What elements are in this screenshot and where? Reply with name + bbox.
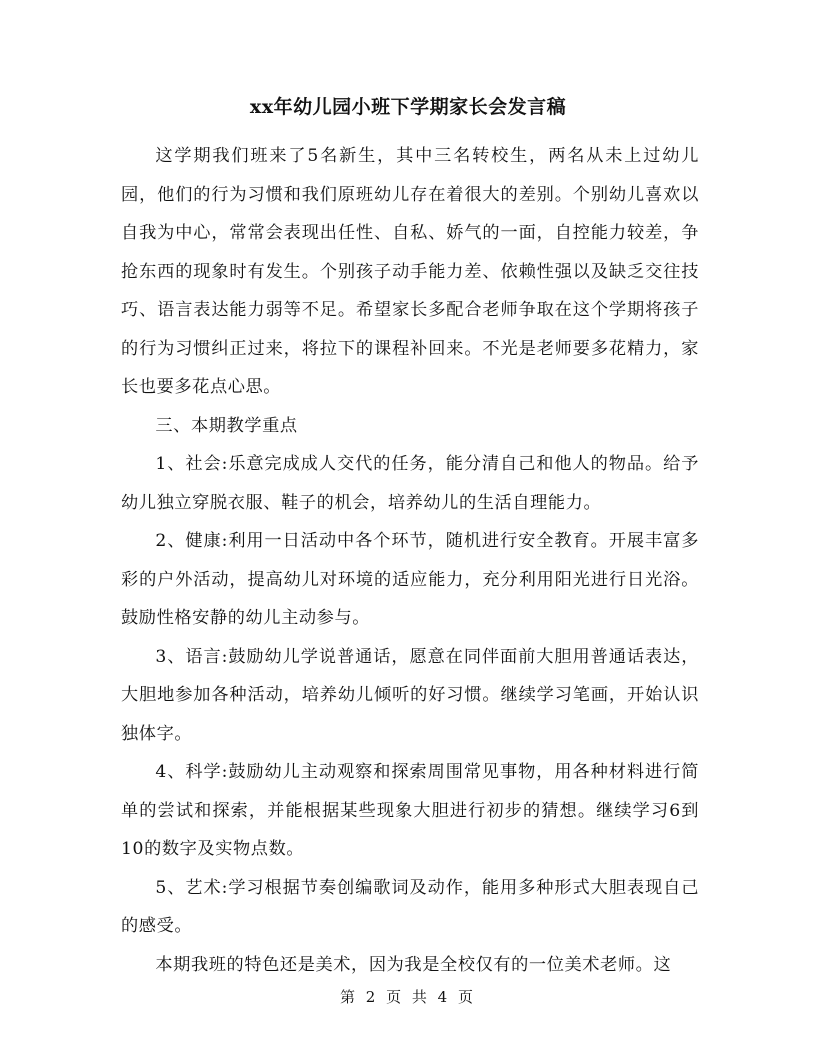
section-heading-teaching-focus: 三、本期教学重点: [155, 415, 298, 436]
paragraph-class-feature: 本期我班的特色还是美术，因为我是全校仅有的一位美术老师。这: [155, 954, 672, 975]
paragraph-society: 1、社会:乐意完成成人交代的任务，能分清自己和他人的物品。给予幼儿独立穿脱衣服、鞋子的机会，培养幼儿的生活自理能力。: [121, 454, 699, 513]
paragraph-science: 4、科学:鼓励幼儿主动观察和探索周围常见事物，用各种材料进行简单的尝试和探索，并能根据某些现象大胆进行初步的猜想。继续学习6到10的数字及实物点数。: [121, 762, 699, 859]
paragraph-intro: 这学期我们班来了5名新生，其中三名转校生，两名从未上过幼儿园，他们的行为习惯和我们原班幼儿存在着很大的差别。个别幼儿喜欢以自我为中心，常常会表现出任性、自私、娇气的一面，自控能力较差，争抢东西的现象时有发生。个别孩子动手能力差、依赖性强以及缺乏交往技巧、语言表达能力弱等不足。希望家长多配合老师争取在这个学期将孩子的行为习惯纠正过来，将拉下的课程补回来。不光是老师要多花精力，家长也要多花点心思。: [121, 146, 699, 397]
paragraph-health: 2、健康:利用一日活动中各个环节，随机进行安全教育。开展丰富多彩的户外活动，提高幼儿对环境的适应能力，充分利用阳光进行日光浴。鼓励性格安静的幼儿主动参与。: [121, 531, 699, 628]
paragraph-language: 3、语言:鼓励幼儿学说普通话，愿意在同伴面前大胆用普通话表达，大胆地参加各种活动，培养幼儿倾听的好习惯。继续学习笔画，开始认识独体字。: [121, 646, 699, 744]
paragraph-art: 5、艺术:学习根据节奏创编歌词及动作，能用多种形式大胆表现自己的感受。: [121, 877, 699, 936]
document-title: xx年幼儿园小班下学期家长会发言稿: [249, 96, 567, 118]
page-number-footer: 第 2 页 共 4 页: [340, 988, 476, 1006]
document-body: [121, 137, 699, 984]
